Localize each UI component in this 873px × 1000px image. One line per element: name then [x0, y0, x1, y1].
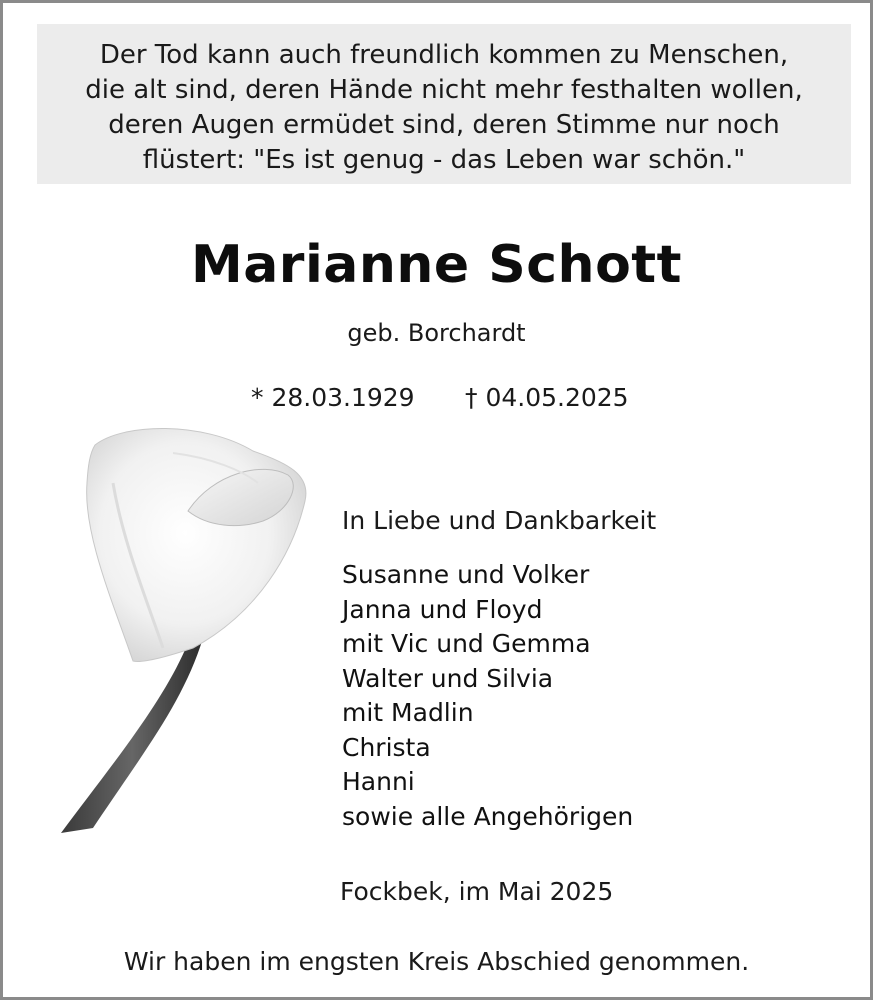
calla-lily-icon [53, 423, 323, 838]
list-item: Hanni [342, 767, 415, 796]
deceased-name: Marianne Schott [190, 235, 683, 295]
list-item: sowie alle Angehörigen [342, 801, 634, 831]
quote-line: flüstert: "Es ist genug - das Leben war schön." [142, 145, 746, 175]
birth-name: geb. Borchardt [347, 319, 526, 347]
birth-date: * 28.03.1929 [251, 383, 415, 412]
quote-box [37, 24, 851, 184]
place-date: Fockbek, im Mai 2025 [340, 877, 614, 906]
life-dates [251, 383, 651, 417]
mourners-list [342, 558, 633, 834]
list-item: Janna und Floyd [342, 594, 543, 624]
death-date: † 04.05.2025 [465, 383, 629, 412]
list-item: Susanne und Volker [342, 560, 590, 589]
list-item: Walter und Silvia [342, 663, 554, 693]
quote-line: die alt sind, deren Hände nicht mehr festhalten wollen, [85, 75, 803, 105]
quote-line: Der Tod kann auch freundlich kommen zu Menschen, [99, 40, 789, 70]
quote-line: deren Augen ermüdet sind, deren Stimme nur noch [108, 110, 780, 140]
list-item: mit Madlin [342, 698, 474, 727]
dedication-text: In Liebe und Dankbarkeit [342, 506, 657, 535]
list-item: Christa [342, 732, 431, 762]
farewell-note: Wir haben im engsten Kreis Abschied genommen. [123, 947, 750, 976]
list-item: mit Vic und Gemma [342, 629, 591, 658]
